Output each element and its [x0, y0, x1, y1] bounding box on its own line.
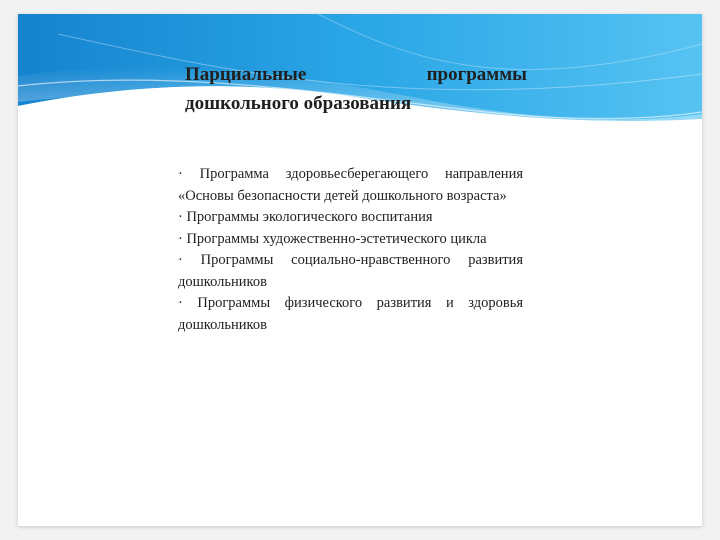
slide-title-line1	[185, 60, 527, 89]
list-item: · Программы художественно-эстетического цикла	[178, 230, 487, 247]
list-item: · Программы физического развития и здоровья дошкольников	[178, 295, 523, 333]
slide-title-line2: дошкольного образования	[185, 93, 412, 114]
list-item: · Программа здоровьесберегающего направления «Основы безопасности детей дошкольного возраста»	[178, 166, 523, 204]
list-item: · Программы социально-нравственного развития дошкольников	[178, 252, 523, 290]
program-list	[178, 164, 523, 336]
slide-title-word2: программы	[426, 64, 527, 85]
slide-title-word1: Парциальные	[185, 64, 307, 85]
list-item: · Программы экологического воспитания	[178, 209, 433, 225]
slide	[18, 14, 702, 526]
slide-title	[185, 60, 527, 118]
